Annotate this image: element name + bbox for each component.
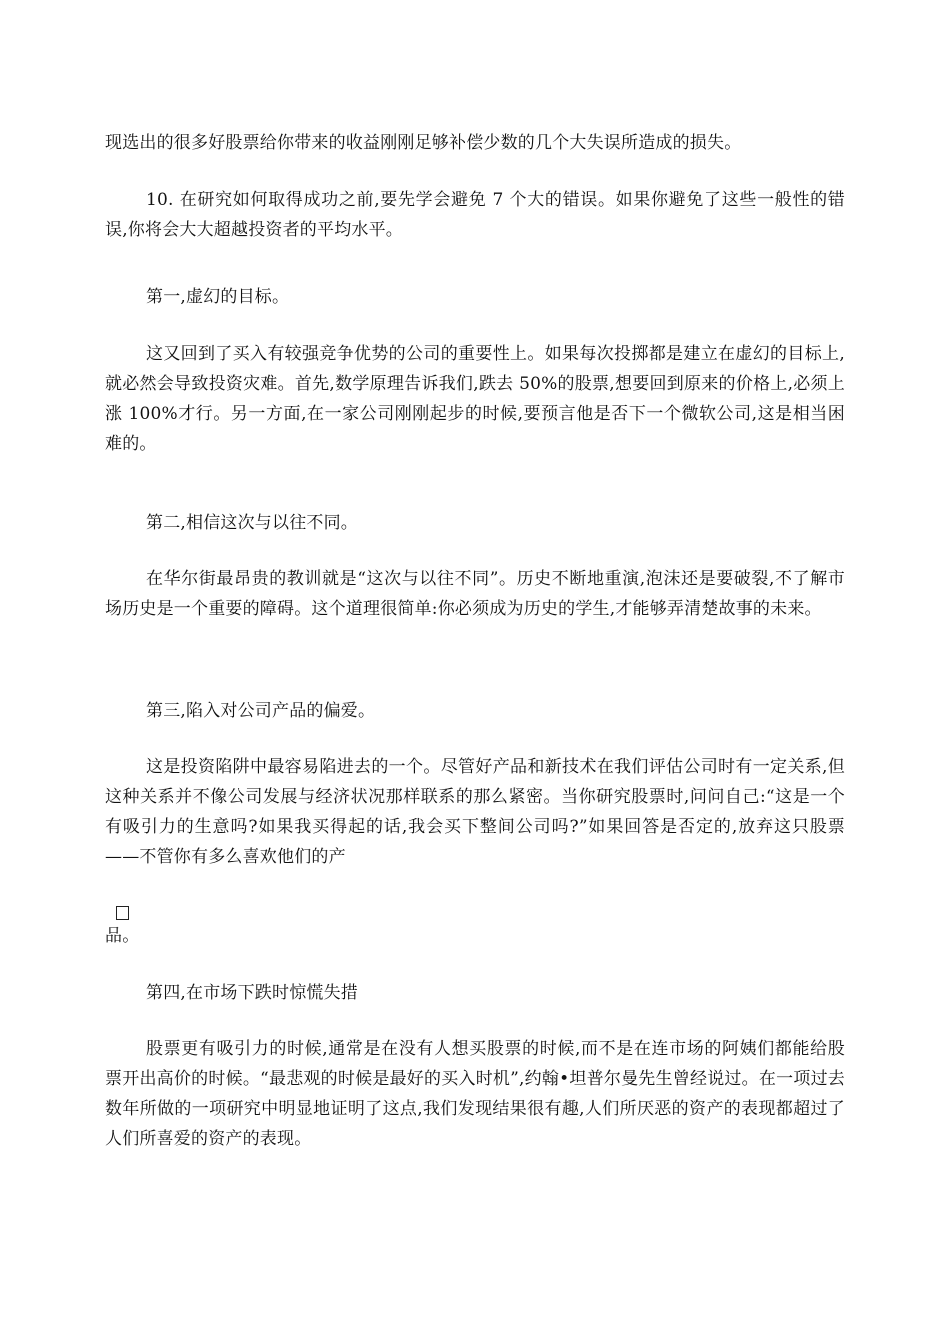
paragraph-point-10: 10. 在研究如何取得成功之前,要先学会避免 7 个大的错误。如果你避免了这些一般性的错误,你将会大大超越投资者的平均水平。 bbox=[105, 190, 845, 240]
heading-third-mistake: 第三,陷入对公司产品的偏爱。 bbox=[146, 701, 376, 721]
paragraph-second-mistake: 在华尔街最昂贵的教训就是“这次与以往不同”。历史不断地重演,泡沫还是要破裂,不了解市场历史是一个重要的障碍。这个道理很简单:你必须成为历史的学生,才能够弄清楚故事的未来。 bbox=[105, 569, 845, 619]
paragraph-first-mistake: 这又回到了买入有较强竞争优势的公司的重要性上。如果每次投掷都是建立在虚幻的目标上,就必然会导致投资灾难。首先,数学原理告诉我们,跌去 50%的股票,想要回到原来的价格上,必须上涨 100%才行。另一方面,在一家公司刚刚起步的时候,要预言他是否下一个微软公司,这是相当困难的。 bbox=[105, 344, 845, 454]
heading-fourth-mistake: 第四,在市场下跌时惊慌失措 bbox=[146, 983, 359, 1003]
paragraph-continuation: 现选出的很多好股票给你带来的收益刚刚足够补偿少数的几个大失误所造成的损失。 bbox=[105, 133, 742, 153]
paragraph-third-mistake-end: 品。 bbox=[105, 926, 140, 946]
heading-second-mistake: 第二,相信这次与以往不同。 bbox=[146, 513, 359, 533]
paragraph-third-mistake: 这是投资陷阱中最容易陷进去的一个。尽管好产品和新技术在我们评估公司时有一定关系,但这种关系并不像公司发展与经济状况那样联系的那么紧密。当你研究股票时,问问自己:“这是一个有吸引力的生意吗?如果我买得起的话,我会买下整间公司吗?”如果回答是否定的,放弃这只股票——不管你有多么喜欢他们的产 bbox=[105, 757, 845, 867]
missing-glyph-box-icon bbox=[116, 906, 129, 920]
paragraph-fourth-mistake: 股票更有吸引力的时候,通常是在没有人想买股票的时候,而不是在连市场的阿姨们都能给股票开出高价的时候。“最悲观的时候是最好的买入时机”,约翰•坦普尔曼先生曾经说过。在一项过去数年所做的一项研究中明显地证明了这点,我们发现结果很有趣,人们所厌恶的资产的表现都超过了人们所喜爱的资产的表现。 bbox=[105, 1039, 845, 1149]
heading-first-mistake: 第一,虚幻的目标。 bbox=[146, 287, 290, 307]
